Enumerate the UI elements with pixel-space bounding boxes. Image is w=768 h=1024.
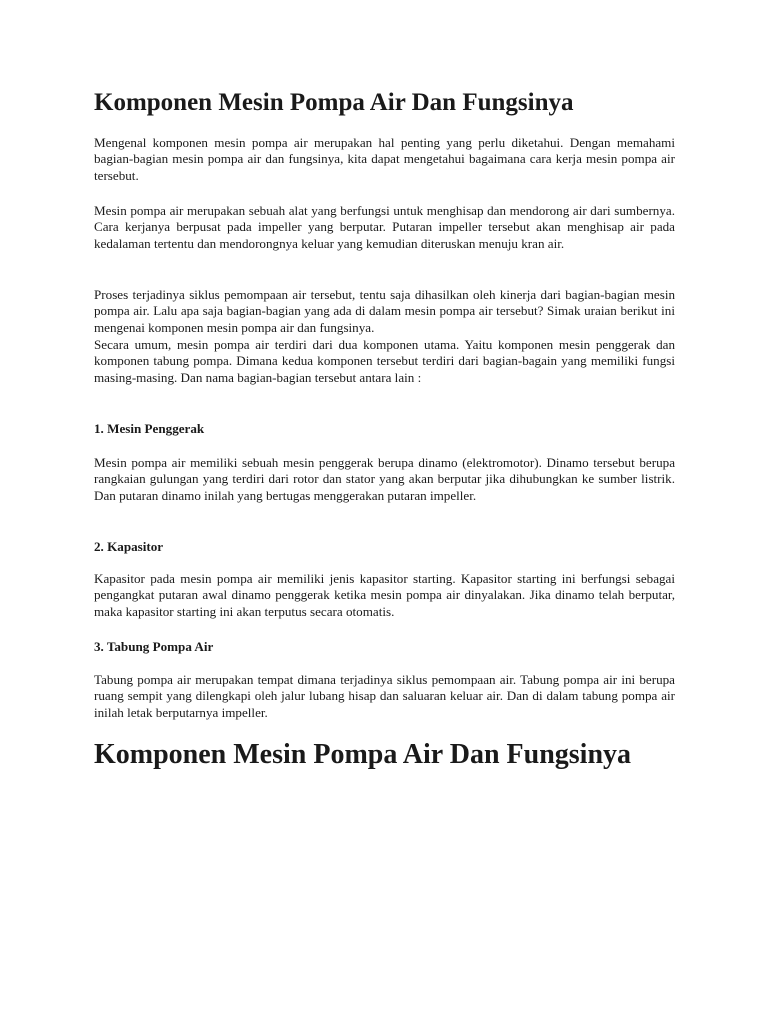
section-body-kapasitor: Kapasitor pada mesin pompa air memiliki jenis kapasitor starting. Kapasitor starting ini berfungsi sebagai pengangkat putaran awal dinamo penggerak ketika mesin pompa air dinyalakan. Jika dinamo telah berputar, maka kapasitor starting ini akan terputus secara otomatis.	[94, 571, 675, 619]
document-title: Komponen Mesin Pompa Air Dan Fungsinya	[94, 89, 574, 116]
paragraph-components: Secara umum, mesin pompa air terdiri dari dua komponen utama. Yaitu komponen mesin penggerak dan komponen tabung pompa. Dimana kedua komponen tersebut terdiri dari bagian-bagain yang memiliki fungsi masing-masing. Dan nama bagian-bagian tersebut antara lain :	[94, 337, 675, 385]
section-heading-mesin-penggerak: 1. Mesin Penggerak	[94, 421, 205, 436]
repeat-heading: Komponen Mesin Pompa Air Dan Fungsinya	[94, 739, 632, 770]
section-heading-tabung-pompa-air: 3. Tabung Pompa Air	[94, 639, 214, 654]
section-body-mesin-penggerak: Mesin pompa air memiliki sebuah mesin penggerak berupa dinamo (elektromotor). Dinamo tersebut berupa rangkaian gulungan yang terdiri dari rotor dan stator yang akan berputar jika dihubungkan ke sumber listrik. Dan putaran dinamo inilah yang bertugas menggerakan putaran impeller.	[94, 455, 675, 503]
paragraph-process: Proses terjadinya siklus pemompaan air tersebut, tentu saja dihasilkan oleh kinerja dari bagian-bagian mesin pompa air. Lalu apa saja bagian-bagian yang ada di dalam mesin pompa air tersebut? Simak uraian berikut ini mengenai komponen mesin pompa air dan fungsinya.	[94, 287, 675, 335]
paragraph-intro: Mengenal komponen mesin pompa air merupakan hal penting yang perlu diketahui. Dengan memahami bagian-bagian mesin pompa air dan fungsinya, kita dapat mengetahui bagaimana cara kerja mesin pompa air tersebut.	[94, 135, 675, 183]
section-heading-kapasitor: 2. Kapasitor	[94, 539, 164, 554]
paragraph-definition: Mesin pompa air merupakan sebuah alat yang berfungsi untuk menghisap dan mendorong air dari sumbernya. Cara kerjanya berpusat pada impeller yang berputar. Putaran impeller tersebut akan menghisap air pada kedalaman tertentu dan mendorongnya keluar yang kemudian diteruskan menuju kran air.	[94, 203, 675, 251]
section-body-tabung-pompa-air: Tabung pompa air merupakan tempat dimana terjadinya siklus pemompaan air. Tabung pompa air ini berupa ruang sempit yang dilengkapi oleh jalur lubang hisap dan saluaran keluar air. Dan di dalam tabung pompa air inilah letak berputarnya impeller.	[94, 672, 675, 720]
